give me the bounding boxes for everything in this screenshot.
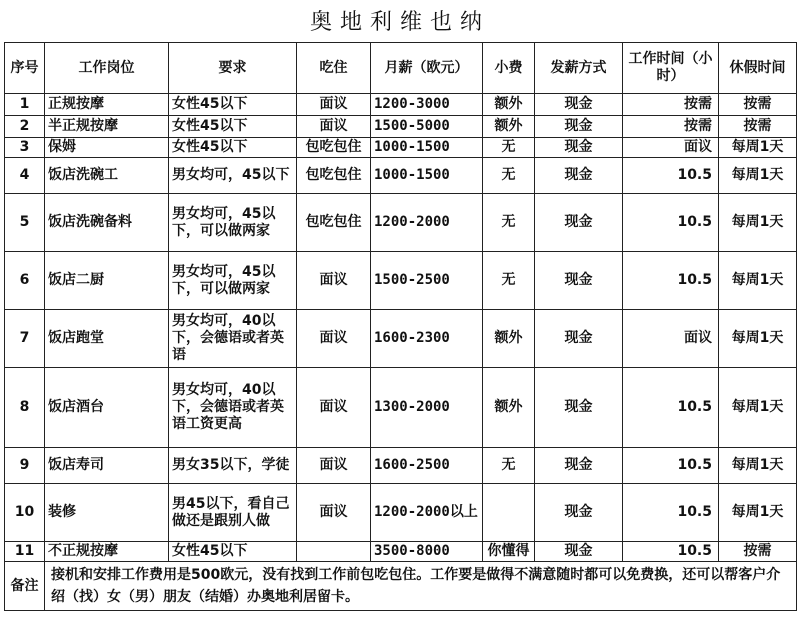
note-row — [5, 562, 797, 611]
table-header-row — [5, 43, 797, 94]
header-holiday: 休假时间 — [719, 43, 797, 94]
cell-position: 半正规按摩 — [45, 116, 169, 138]
cell-hours: 按需 — [623, 116, 719, 138]
cell-hours: 10.5 — [623, 542, 719, 562]
table-row — [5, 138, 797, 158]
cell-payment: 现金 — [535, 310, 623, 368]
cell-salary: 1600-2500 — [371, 448, 483, 484]
table-row — [5, 542, 797, 562]
cell-position: 饭店跑堂 — [45, 310, 169, 368]
cell-holiday: 每周1天 — [719, 194, 797, 252]
cell-no: 2 — [5, 116, 45, 138]
cell-hours: 10.5 — [623, 252, 719, 310]
cell-no: 11 — [5, 542, 45, 562]
cell-board: 包吃包住 — [297, 158, 371, 194]
cell-payment: 现金 — [535, 158, 623, 194]
cell-requirement: 男女均可，40以下，会德语或者英语工资更高 — [169, 368, 297, 448]
cell-hours: 10.5 — [623, 448, 719, 484]
cell-salary: 1600-2300 — [371, 310, 483, 368]
table-row — [5, 116, 797, 138]
header-requirement: 要求 — [169, 43, 297, 94]
cell-tips — [483, 484, 535, 542]
cell-no: 10 — [5, 484, 45, 542]
cell-holiday: 每周1天 — [719, 252, 797, 310]
note-label: 备注 — [5, 562, 45, 611]
cell-salary: 1500-2500 — [371, 252, 483, 310]
cell-position: 饭店二厨 — [45, 252, 169, 310]
cell-board: 面议 — [297, 94, 371, 116]
cell-holiday: 按需 — [719, 94, 797, 116]
cell-position: 饭店洗碗备料 — [45, 194, 169, 252]
cell-requirement: 男45以下，看自己做还是跟别人做 — [169, 484, 297, 542]
cell-position: 装修 — [45, 484, 169, 542]
cell-requirement: 男女均可，40以下，会德语或者英语 — [169, 310, 297, 368]
cell-payment: 现金 — [535, 116, 623, 138]
cell-hours: 10.5 — [623, 194, 719, 252]
cell-payment: 现金 — [535, 448, 623, 484]
table-row — [5, 94, 797, 116]
cell-tips: 无 — [483, 194, 535, 252]
cell-requirement: 男女均可，45以下，可以做两家 — [169, 252, 297, 310]
table-row — [5, 484, 797, 542]
cell-salary: 1200-2000 — [371, 194, 483, 252]
cell-holiday: 每周1天 — [719, 310, 797, 368]
header-no: 序号 — [5, 43, 45, 94]
cell-salary: 1500-5000 — [371, 116, 483, 138]
cell-payment: 现金 — [535, 138, 623, 158]
table-body — [5, 94, 797, 562]
cell-position: 正规按摩 — [45, 94, 169, 116]
header-position: 工作岗位 — [45, 43, 169, 94]
table-row — [5, 448, 797, 484]
table-row — [5, 158, 797, 194]
table-row — [5, 194, 797, 252]
cell-holiday: 每周1天 — [719, 484, 797, 542]
cell-tips: 无 — [483, 138, 535, 158]
cell-holiday: 每周1天 — [719, 448, 797, 484]
cell-tips: 额外 — [483, 368, 535, 448]
cell-board: 面议 — [297, 484, 371, 542]
cell-holiday: 按需 — [719, 542, 797, 562]
cell-salary: 3500-8000 — [371, 542, 483, 562]
cell-no: 4 — [5, 158, 45, 194]
cell-requirement: 女性45以下 — [169, 94, 297, 116]
cell-hours: 面议 — [623, 138, 719, 158]
cell-holiday: 每周1天 — [719, 158, 797, 194]
cell-no: 1 — [5, 94, 45, 116]
cell-holiday: 每周1天 — [719, 368, 797, 448]
cell-position: 保姆 — [45, 138, 169, 158]
cell-hours: 按需 — [623, 94, 719, 116]
cell-payment: 现金 — [535, 252, 623, 310]
cell-tips: 额外 — [483, 94, 535, 116]
header-payment: 发薪方式 — [535, 43, 623, 94]
cell-no: 8 — [5, 368, 45, 448]
cell-payment: 现金 — [535, 94, 623, 116]
cell-hours: 10.5 — [623, 368, 719, 448]
cell-payment: 现金 — [535, 542, 623, 562]
cell-payment: 现金 — [535, 194, 623, 252]
cell-holiday: 按需 — [719, 116, 797, 138]
cell-position: 不正规按摩 — [45, 542, 169, 562]
header-tips: 小费 — [483, 43, 535, 94]
cell-tips: 无 — [483, 158, 535, 194]
cell-no: 6 — [5, 252, 45, 310]
table-row — [5, 368, 797, 448]
cell-tips: 你懂得 — [483, 542, 535, 562]
cell-payment: 现金 — [535, 368, 623, 448]
cell-board: 包吃包住 — [297, 194, 371, 252]
cell-no: 7 — [5, 310, 45, 368]
cell-tips: 无 — [483, 448, 535, 484]
cell-position: 饭店洗碗工 — [45, 158, 169, 194]
cell-board: 面议 — [297, 252, 371, 310]
cell-board: 面议 — [297, 310, 371, 368]
cell-hours: 10.5 — [623, 158, 719, 194]
cell-payment: 现金 — [535, 484, 623, 542]
table-row — [5, 252, 797, 310]
cell-hours: 10.5 — [623, 484, 719, 542]
cell-salary: 1000-1500 — [371, 138, 483, 158]
cell-board: 包吃包住 — [297, 138, 371, 158]
cell-tips: 额外 — [483, 310, 535, 368]
cell-salary: 1300-2000 — [371, 368, 483, 448]
jobs-table — [4, 42, 797, 611]
cell-no: 3 — [5, 138, 45, 158]
cell-position: 饭店寿司 — [45, 448, 169, 484]
cell-salary: 1200-3000 — [371, 94, 483, 116]
cell-requirement: 女性45以下 — [169, 138, 297, 158]
cell-salary: 1200-2000以上 — [371, 484, 483, 542]
cell-no: 5 — [5, 194, 45, 252]
cell-hours: 面议 — [623, 310, 719, 368]
cell-requirement: 男女35以下，学徒 — [169, 448, 297, 484]
cell-holiday: 每周1天 — [719, 138, 797, 158]
page-title: 奥地利维也纳 — [309, 10, 490, 35]
cell-board: 面议 — [297, 368, 371, 448]
cell-tips: 额外 — [483, 116, 535, 138]
note-text: 接机和安排工作费用是500欧元，没有找到工作前包吃包住。工作要是做得不满意随时都可以免费换，还可以帮客户介绍（找）女（男）朋友（结婚）办奥地利居留卡。 — [45, 562, 797, 611]
cell-requirement: 男女均可，45以下，可以做两家 — [169, 194, 297, 252]
header-salary: 月薪（欧元） — [371, 43, 483, 94]
cell-requirement: 女性45以下 — [169, 542, 297, 562]
header-board: 吃住 — [297, 43, 371, 94]
cell-board: 面议 — [297, 448, 371, 484]
cell-salary: 1000-1500 — [371, 158, 483, 194]
cell-requirement: 女性45以下 — [169, 116, 297, 138]
table-row — [5, 310, 797, 368]
cell-no: 9 — [5, 448, 45, 484]
header-hours: 工作时间（小时） — [623, 43, 719, 94]
cell-board — [297, 542, 371, 562]
cell-requirement: 男女均可，45以下 — [169, 158, 297, 194]
cell-position: 饭店酒台 — [45, 368, 169, 448]
cell-board: 面议 — [297, 116, 371, 138]
cell-tips: 无 — [483, 252, 535, 310]
